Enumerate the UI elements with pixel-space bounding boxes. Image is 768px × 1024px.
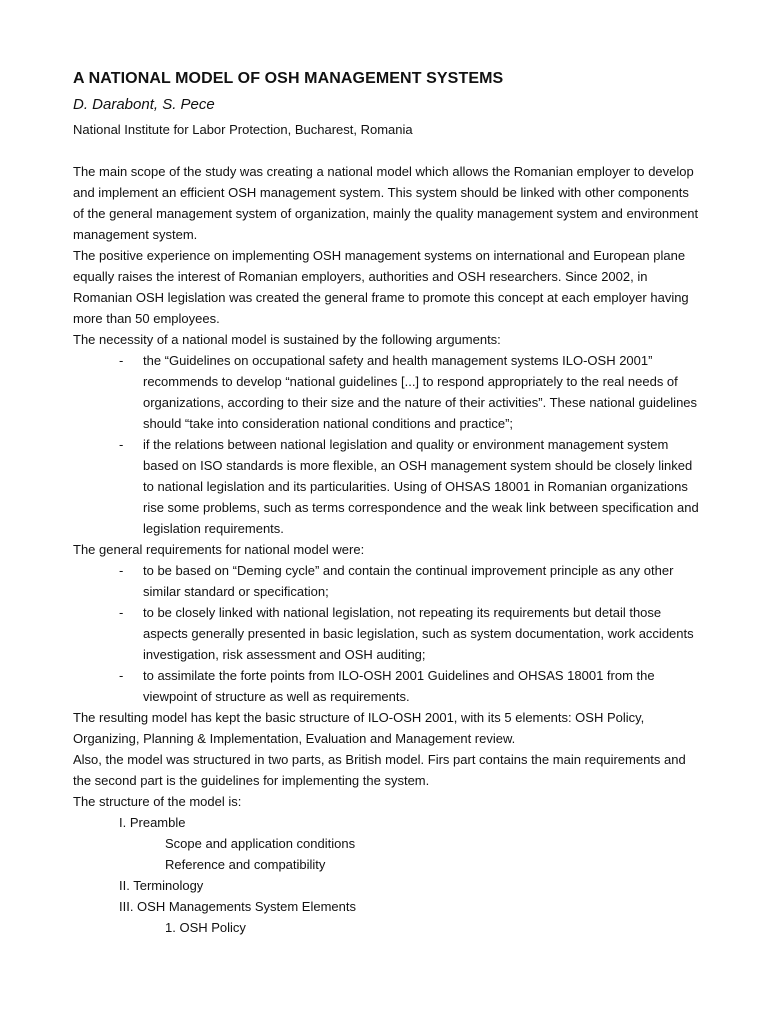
dash-bullet: - [119,605,124,620]
paragraph-structure-parts: Also, the model was structured in two parts, as British model. Firs part contains the main requirements and the second part is the guidelines for implementing the system. [73,752,686,788]
list-item-text: the “Guidelines on occupational safety and health management systems ILO-OSH 2001” recommends to develop “national guidelines [...] to respond appropriately to the real needs of organizations, according to their size and the nature of their activities”. These national guidelines should “take into consideration national conditions and practice”; [143,353,698,431]
paragraph-experience: The positive experience on implementing OSH management systems on international and European plane equally raises the interest of Romanian employers, authorities and OSH researchers. Since 2002, in Romanian OSH legislation was created the general frame to promote this concept at each employer having more than 50 employees. [73,248,689,326]
paragraph-result: The resulting model has kept the basic structure of ILO-OSH 2001, with its 5 elements: OSH Policy, Organizing, Planning & Implementation, Evaluation and Management review. [73,710,645,746]
paragraph-necessity: The necessity of a national model is sustained by the following arguments: [73,332,501,347]
arguments-list [73,350,703,539]
document-page [73,68,703,938]
list-item-text: to be based on “Deming cycle” and contain the continual improvement principle as any other similar standard or specification; [143,563,674,599]
list-item [73,434,703,539]
dash-bullet: - [119,353,124,368]
list-item-text: to assimilate the forte points from ILO-OSH 2001 Guidelines and OHSAS 18001 from the viewpoint of structure as well as requirements. [143,668,655,704]
dash-bullet: - [119,437,124,452]
abstract-body [73,161,703,938]
document-title: A NATIONAL MODEL OF OSH MANAGEMENT SYSTEMS [73,70,504,87]
paragraph-structure-intro: The structure of the model is: [73,794,242,809]
list-item-text: if the relations between national legislation and quality or environment management system based on ISO standards is more flexible, an OSH management system should be closely linked to national legislation and its particularities. Using of OHSAS 18001 in Romanian organizations rise some problems, such as terms correspondence and the weak link between specification and legislation requirements. [143,437,699,536]
list-item [73,350,703,434]
list-item [73,560,703,602]
list-item [73,602,703,665]
authors: D. Darabont, S. Pece [73,96,215,113]
outline-item-preamble: I. Preamble [119,815,186,830]
outline-item-elements: III. OSH Managements System Elements [119,899,356,914]
outline-subitem-policy: 1. OSH Policy [165,920,246,935]
paragraph-requirements: The general requirements for national model were: [73,542,365,557]
structure-outline [73,812,703,938]
outline-item-terminology: II. Terminology [119,878,204,893]
dash-bullet: - [119,668,124,683]
outline-subitem-scope: Scope and application conditions [165,836,356,851]
paragraph-scope: The main scope of the study was creating a national model which allows the Romanian employer to develop and implement an efficient OSH management system. This system should be linked with other components of the general management system of organization, mainly the quality management system and environment management system. [73,164,699,242]
affiliation: National Institute for Labor Protection, Bucharest, Romania [73,122,413,137]
outline-subitem-reference: Reference and compatibility [165,857,326,872]
list-item [73,665,703,707]
dash-bullet: - [119,563,124,578]
list-item-text: to be closely linked with national legislation, not repeating its requirements but detail those aspects generally presented in basic legislation, such as system documentation, work accidents investigation, risk assessment and OSH auditing; [143,605,694,662]
requirements-list [73,560,703,707]
